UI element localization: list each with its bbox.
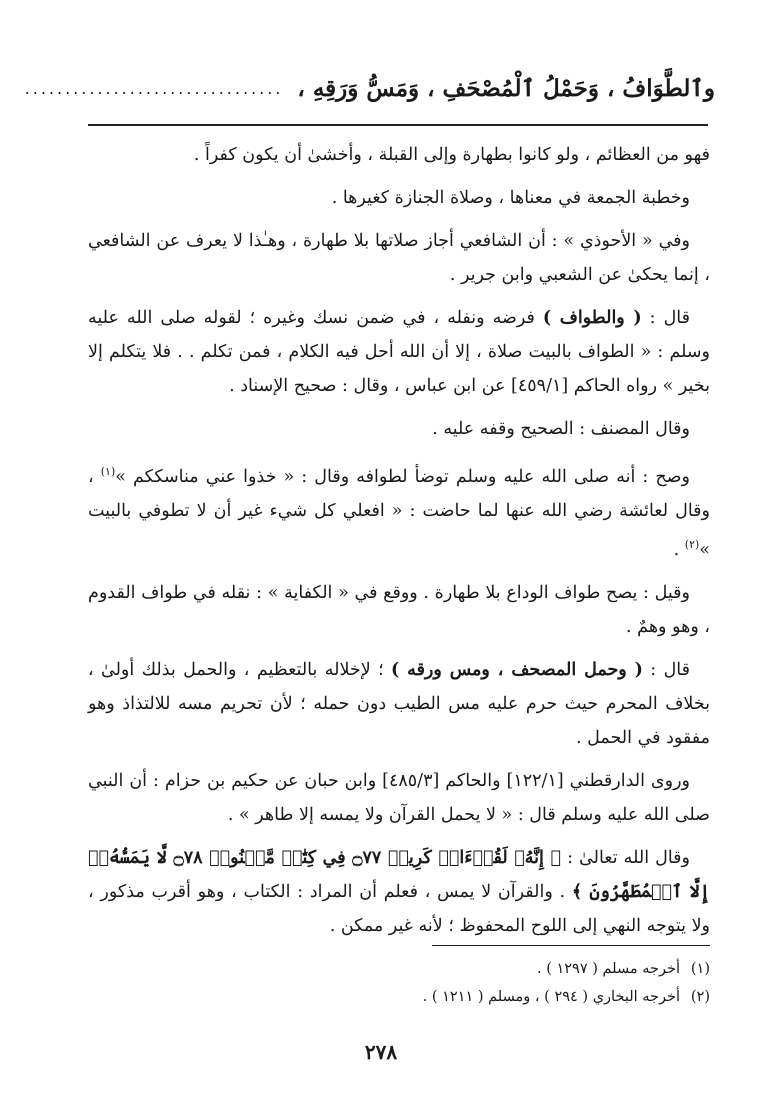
paragraph: وقيل : يصح طواف الوداع بلا طهارة . ووقع في « الكفاية » : نقله في طواف القدوم ، وهو وهمٌ . (88, 582, 710, 637)
page-number: ٢٧٨ (364, 1040, 398, 1064)
footnote-text: أخرجه مسلم ( ١٢٩٧ ) . (536, 961, 680, 977)
matn-quote: ( وحمل المصحف ، ومس ورقه ) (391, 659, 643, 680)
paragraph: وروى الدارقطني [١٢٢/١] والحاكم [٤٨٥/٣] وابن حبان عن حكيم بن حزام : أن النبي صلى الله عليه وسلم قال : « لا يحمل القرآن ولا يمسه إلا طاهر » . (88, 770, 710, 825)
paragraph: وفي « الأحوذي » : أن الشافعي أجاز صلاتها بلا طهارة ، وهـٰذا لا يعرف عن الشافعي ، إنما يحكىٰ عن الشعبي وابن جرير . (88, 231, 710, 285)
footnote-divider (432, 945, 710, 946)
paragraph: قال : ( والطواف ) فرضه ونفله ، في ضمن نسك وغيره ؛ لقوله صلى الله عليه وسلم : « الطواف بالبيت صلاة ، إلا أن الله أحل فيه الكلام ، فمن تكلم . . فلا يتكلم إلا بخير » رواه الحاكم [٤٥٩/١] عن ابن عباس ، وقال : صحيح الإسناد . (88, 308, 710, 396)
footnote (88, 955, 710, 983)
header-title: وٱلطَّوَافُ ، وَحَمْلُ ٱلْمُصْحَفِ ، وَمَسُّ وَرَقِهِ ، (297, 74, 715, 102)
quran-verse: ﴿ إِنَّهُۥ لَقُرۡءَانٞ كَرِيمٞ ۝٧٧ فِي كِتَٰبٖ مَّكۡنُونٖ ۝٧٨ لَّا يَمَسُّهُۥٓ إِلَّا ٱلۡمُطَهَّرُونَ ﴾ (88, 847, 711, 902)
paragraph: وقال المصنف : الصحيح وقفه عليه . (432, 419, 690, 439)
paragraph: قال : ( وحمل المصحف ، ومس ورقه ) ؛ لإخلاله بالتعظيم ، والحمل بذلك أولىٰ ، بخلاف المحرم حيث حرم عليه مس الطيب دون حمله ؛ لأن تحريم مسه للالتذاذ وهو مفقود في الحمل . (88, 659, 710, 748)
matn-quote: ( والطواف ) (542, 308, 642, 328)
footnote-ref[interactable]: (١) (100, 465, 116, 478)
footnote (88, 983, 710, 1011)
footnote-number: (٢) (690, 989, 710, 1005)
paragraph: وقال الله تعالىٰ : ﴿ إِنَّهُۥ لَقُرۡءَانٞ كَرِيمٞ ۝٧٧ فِي كِتَٰبٖ مَّكۡنُونٖ ۝٧٨ لَّا يَمَسُّهُۥٓ إِلَّا ٱلۡمُطَهَّرُونَ ﴾ . والقرآن لا يمس ، فعلم أن المراد : الكتاب ، وهو أقرب مذكور ، ولا يتوجه النهي إلى اللوح المحفوظ ؛ لأنه غير ممكن . (88, 847, 711, 936)
footnote-number: (١) (690, 961, 710, 977)
header-leader-dots: ................................ (24, 78, 284, 98)
footnotes (88, 955, 710, 1011)
paragraph: وصح : أنه صلى الله عليه وسلم توضأ لطوافه وقال : « خذوا عني مناسككم »$^{(١)}$ ، وقال لعائشة رضي الله عنها لما حاضت : « افعلي كل شيء غير أن لا تطوفي بالبيت »$^{(٢)}$ . (88, 465, 710, 560)
paragraph: فهو من العظائم ، ولو كانوا بطهارة وإلى القبلة ، وأخشىٰ أن يكون كفراً . (193, 145, 710, 165)
running-header (24, 66, 715, 110)
header-divider (88, 124, 708, 126)
footnote-text: أخرجه البخاري ( ٢٩٤ ) ، ومسلم ( ١٢١١ ) . (422, 989, 680, 1005)
footnote-ref[interactable]: (٢) (684, 537, 700, 551)
paragraph: وخطبة الجمعة في معناها ، وصلاة الجنازة كغيرها . (331, 188, 690, 208)
main-text (88, 138, 710, 952)
